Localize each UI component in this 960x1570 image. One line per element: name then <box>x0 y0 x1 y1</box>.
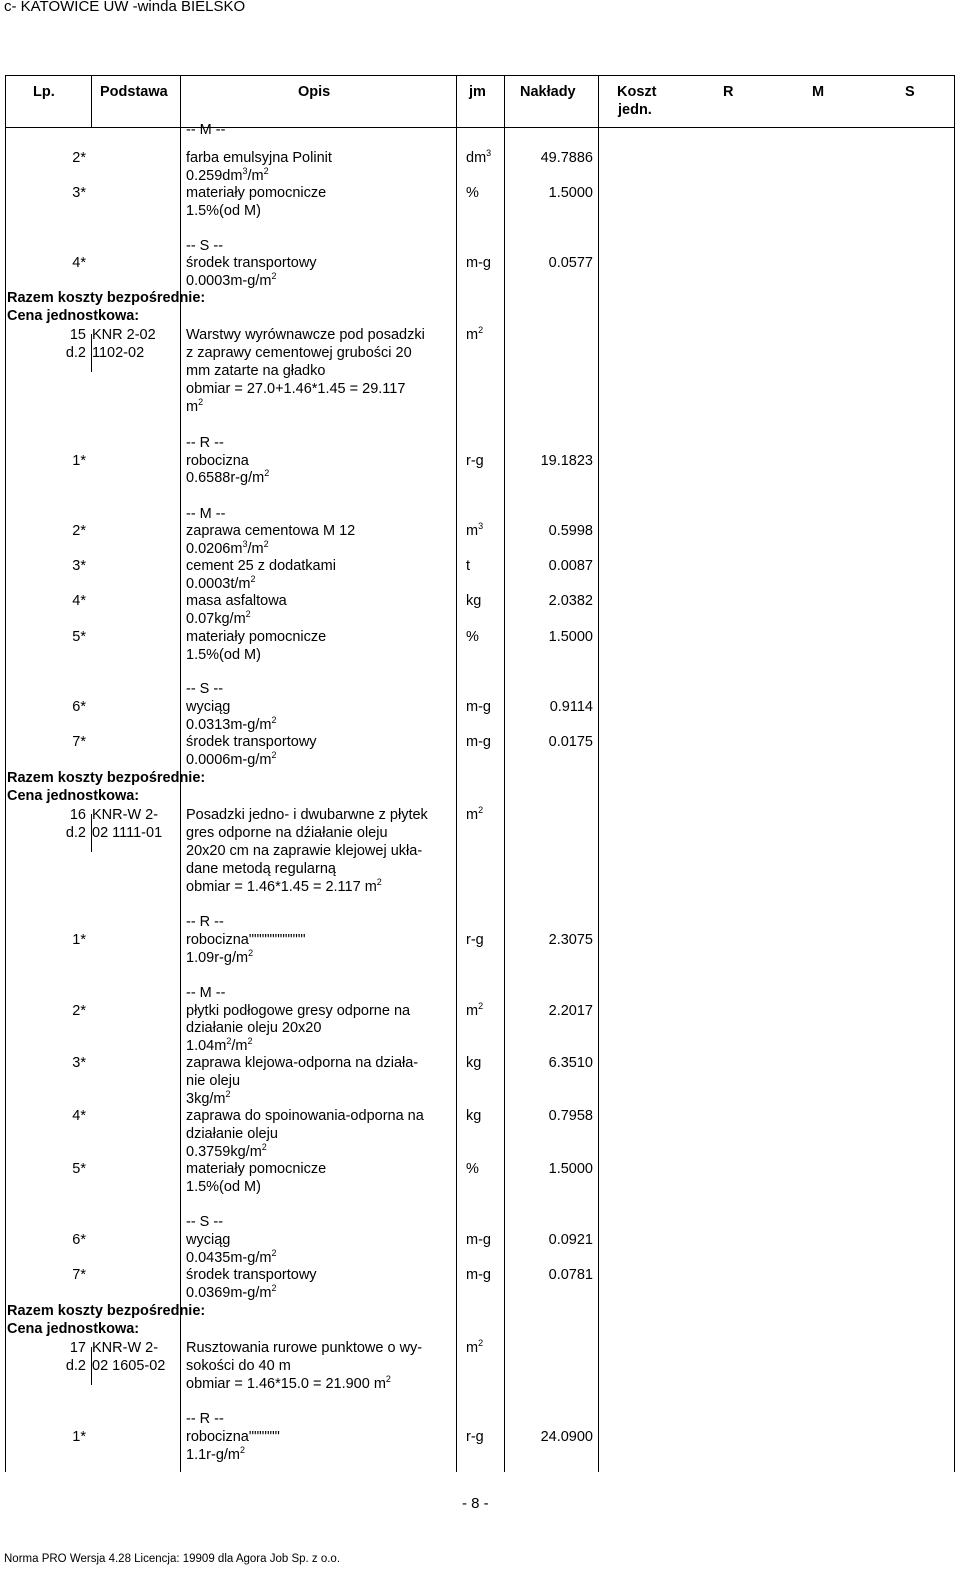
opis-cell: $0.0369m-g/m^2$ <box>186 1283 277 1301</box>
opis-cell: sokości do 40 m <box>186 1358 291 1374</box>
opis-cell: $0.259dm^3/m^2$ <box>186 166 269 184</box>
opis-cell: środek transportowy <box>186 734 317 750</box>
opis-cell: $0.0435m-g/m^2$ <box>186 1248 277 1266</box>
opis-cell: cement 25 z dodatkami <box>186 558 336 574</box>
footer-text: Norma PRO Wersja 4.28 Licencja: 19909 dla Agora Job Sp. z o.o. <box>4 1553 341 1565</box>
opis-cell: zaprawa cementowa M 12 <box>186 523 356 539</box>
naklady-cell: 2.3075 <box>548 932 593 948</box>
opis-cell: $0.07kg/m^2$ <box>186 609 251 627</box>
opis-cell: 1.5%(od M) <box>186 1179 261 1195</box>
opis-cell: gres odporne na dźiałanie oleju <box>186 825 388 841</box>
naklady-cell: 19.1823 <box>540 453 593 469</box>
opis-cell: 1.5%(od M) <box>186 203 261 219</box>
header-s: S <box>905 84 915 100</box>
opis-cell: farba emulsyjna Polinit <box>186 150 332 166</box>
opis-cell: -- M -- <box>186 122 226 138</box>
opis-cell: $0.0006m-g/m^2$ <box>186 750 277 768</box>
jm-cell: $m^2$ <box>466 1001 484 1019</box>
summary-label: Cena jednostkowa: <box>7 1321 140 1337</box>
lp-cell: 3* <box>72 558 86 574</box>
opis-cell: zaprawa klejowa-odporna na działa- <box>186 1055 419 1071</box>
lp-cell: 6* <box>72 699 86 715</box>
lp-cell: 16 <box>69 807 86 823</box>
lp-cell: 5* <box>72 629 86 645</box>
opis-cell: $0.3759kg/m^2$ <box>186 1142 267 1160</box>
lp-cell: 3* <box>72 185 86 201</box>
jm-cell: $m^3$ <box>466 521 484 539</box>
opis-cell: środek transportowy <box>186 255 317 271</box>
opis-cell: -- R -- <box>186 435 224 451</box>
opis-cell: -- R -- <box>186 914 224 930</box>
podstawa-cell: 02 1111-01 <box>92 825 163 841</box>
jm-cell: % <box>466 1161 479 1177</box>
document-title: c- KATOWICE UW -winda BIELSKO <box>4 0 246 15</box>
opis-cell: materiały pomocnicze <box>186 629 327 645</box>
opis-cell: Posadzki jedno- i dwubarwne z płytek <box>186 807 428 823</box>
opis-cell: -- S -- <box>186 681 224 697</box>
naklady-cell: 1.5000 <box>548 185 593 201</box>
header-lp: Lp. <box>33 84 55 100</box>
podstawa-cell: 1102-02 <box>92 345 145 361</box>
jm-cell: m-g <box>466 734 491 750</box>
header-podstawa: Podstawa <box>100 84 168 100</box>
jm-cell: kg <box>466 1108 482 1124</box>
lp-cell: 2* <box>72 150 86 166</box>
lp-cell: 7* <box>72 1267 86 1283</box>
header-r: R <box>723 84 734 100</box>
opis-cell: $1.04m^2/m^2$ <box>186 1036 253 1054</box>
opis-cell: materiały pomocnicze <box>186 1161 327 1177</box>
opis-cell: masa asfaltowa <box>186 593 287 609</box>
opis-cell: nie oleju <box>186 1073 241 1089</box>
naklady-cell: 1.5000 <box>548 629 593 645</box>
header-m: M <box>812 84 825 100</box>
lp-cell: 6* <box>72 1232 86 1248</box>
podstawa-cell: KNR 2-02 <box>92 327 156 343</box>
jm-cell: m-g <box>466 1267 491 1283</box>
opis-cell: $0.0003m-g/m^2$ <box>186 271 277 289</box>
lp-cell: 15 <box>69 327 86 343</box>
header-koszt-jedn: jedn. <box>618 102 652 118</box>
lp-cell: 1* <box>72 453 86 469</box>
lp-cell: 1* <box>72 932 86 948</box>
opis-cell: robocizna"""""" <box>186 1429 280 1445</box>
naklady-cell: 0.0087 <box>548 558 593 574</box>
podstawa-cell: KNR-W 2- <box>92 1340 159 1356</box>
lp-cell: 1* <box>72 1429 86 1445</box>
naklady-cell: 1.5000 <box>548 1161 593 1177</box>
opis-cell: -- S -- <box>186 238 224 254</box>
header-koszt: Koszt <box>617 84 657 100</box>
naklady-cell: 2.2017 <box>548 1003 593 1019</box>
summary-label: Cena jednostkowa: <box>7 308 140 324</box>
opis-cell: dane metodą regularną <box>186 861 336 877</box>
opis-cell: wyciąg <box>186 1232 231 1248</box>
jm-cell: t <box>466 558 471 574</box>
lp-cell: 2* <box>72 1003 86 1019</box>
opis-cell: 20x20 cm na zaprawie klejowej ukła- <box>186 843 423 859</box>
jm-cell: m-g <box>466 1232 491 1248</box>
header-jm: jm <box>469 84 486 100</box>
jm-cell: $m^2$ <box>466 1338 484 1356</box>
lp-cell: 17 <box>69 1340 86 1356</box>
jm-cell: kg <box>466 593 482 609</box>
jm-cell: r-g <box>466 1429 484 1445</box>
opis-cell: środek transportowy <box>186 1267 317 1283</box>
header-naklady: Nakłady <box>520 84 576 100</box>
jm-cell: r-g <box>466 453 484 469</box>
jm-cell: r-g <box>466 932 484 948</box>
naklady-cell: 49.7886 <box>540 150 593 166</box>
jm-cell: % <box>466 185 479 201</box>
jm-cell: % <box>466 629 479 645</box>
jm-cell: m-g <box>466 699 491 715</box>
opis-cell: materiały pomocnicze <box>186 185 327 201</box>
opis-cell: z zaprawy cementowej grubości 20 <box>186 345 412 361</box>
jm-cell: $dm^3$ <box>466 148 492 166</box>
lp-cell: 5* <box>72 1161 86 1177</box>
lp-cell: d.2 <box>65 825 86 841</box>
naklady-cell: 24.0900 <box>540 1429 593 1445</box>
opis-cell: -- R -- <box>186 1411 224 1427</box>
naklady-cell: 0.0577 <box>548 255 593 271</box>
summary-label: Razem koszty bezpośrednie: <box>7 1303 206 1319</box>
opis-cell: mm zatarte na gładko <box>186 363 326 379</box>
podstawa-cell: KNR-W 2- <box>92 807 159 823</box>
lp-cell: d.2 <box>65 345 86 361</box>
naklady-cell: 0.0921 <box>548 1232 593 1248</box>
summary-label: Razem koszty bezpośrednie: <box>7 770 206 786</box>
lp-cell: d.2 <box>65 1358 86 1374</box>
opis-cell: $0.0003t/m^2$ <box>186 574 256 592</box>
lp-cell: 2* <box>72 523 86 539</box>
opis-cell: obmiar = 1.46*15.0 = 21.900 $m^2$ <box>186 1374 391 1392</box>
jm-cell: $m^2$ <box>466 805 484 823</box>
header-opis: Opis <box>298 84 331 100</box>
lp-cell: 4* <box>72 1108 86 1124</box>
opis-cell: działanie oleju <box>186 1126 278 1142</box>
podstawa-cell: 02 1605-02 <box>92 1358 166 1374</box>
naklady-cell: 0.7958 <box>548 1108 593 1124</box>
lp-cell: 3* <box>72 1055 86 1071</box>
lp-cell: 4* <box>72 255 86 271</box>
opis-cell: Warstwy wyrównawcze pod posadzki <box>186 327 425 343</box>
opis-cell: $0.0206m^3/m^2$ <box>186 539 269 557</box>
summary-label: Razem koszty bezpośrednie: <box>7 290 206 306</box>
jm-cell: $m^2$ <box>466 325 484 343</box>
naklady-cell: 6.3510 <box>548 1055 593 1071</box>
opis-cell: -- M -- <box>186 506 226 522</box>
naklady-cell: 0.5998 <box>548 523 593 539</box>
opis-cell: $m^2$ <box>186 397 204 415</box>
naklady-cell: 0.9114 <box>549 699 593 715</box>
summary-label: Cena jednostkowa: <box>7 788 140 804</box>
jm-cell: m-g <box>466 255 491 271</box>
opis-cell: płytki podłogowe gresy odporne na <box>186 1003 411 1019</box>
naklady-cell: 2.0382 <box>548 593 593 609</box>
lp-cell: 4* <box>72 593 86 609</box>
opis-cell: $0.0313m-g/m^2$ <box>186 715 277 733</box>
opis-cell: robocizna""""""""""" <box>186 932 306 948</box>
jm-cell: kg <box>466 1055 482 1071</box>
opis-cell: $0.6588r-g/m^2$ <box>186 468 270 486</box>
opis-cell: $3kg/m^2$ <box>186 1089 231 1107</box>
page-number: - 8 - <box>462 1495 489 1512</box>
naklady-cell: 0.0175 <box>548 734 593 750</box>
opis-cell: -- M -- <box>186 985 226 1001</box>
opis-cell: zaprawa do spoinowania-odporna na <box>186 1108 424 1124</box>
opis-cell: obmiar = 27.0+1.46*1.45 = 29.117 <box>186 381 406 397</box>
opis-cell: 1.5%(od M) <box>186 647 261 663</box>
naklady-cell: 0.0781 <box>548 1267 593 1283</box>
opis-cell: robocizna <box>186 453 249 469</box>
opis-cell: Rusztowania rurowe punktowe o wy- <box>186 1340 423 1356</box>
lp-cell: 7* <box>72 734 86 750</box>
opis-cell: obmiar = 1.46*1.45 = 2.117 $m^2$ <box>186 877 382 895</box>
opis-cell: wyciąg <box>186 699 231 715</box>
opis-cell: działanie oleju 20x20 <box>186 1020 322 1036</box>
opis-cell: $1.09r-g/m^2$ <box>186 948 254 966</box>
opis-cell: -- S -- <box>186 1214 224 1230</box>
opis-cell: $1.1r-g/m^2$ <box>186 1445 246 1463</box>
